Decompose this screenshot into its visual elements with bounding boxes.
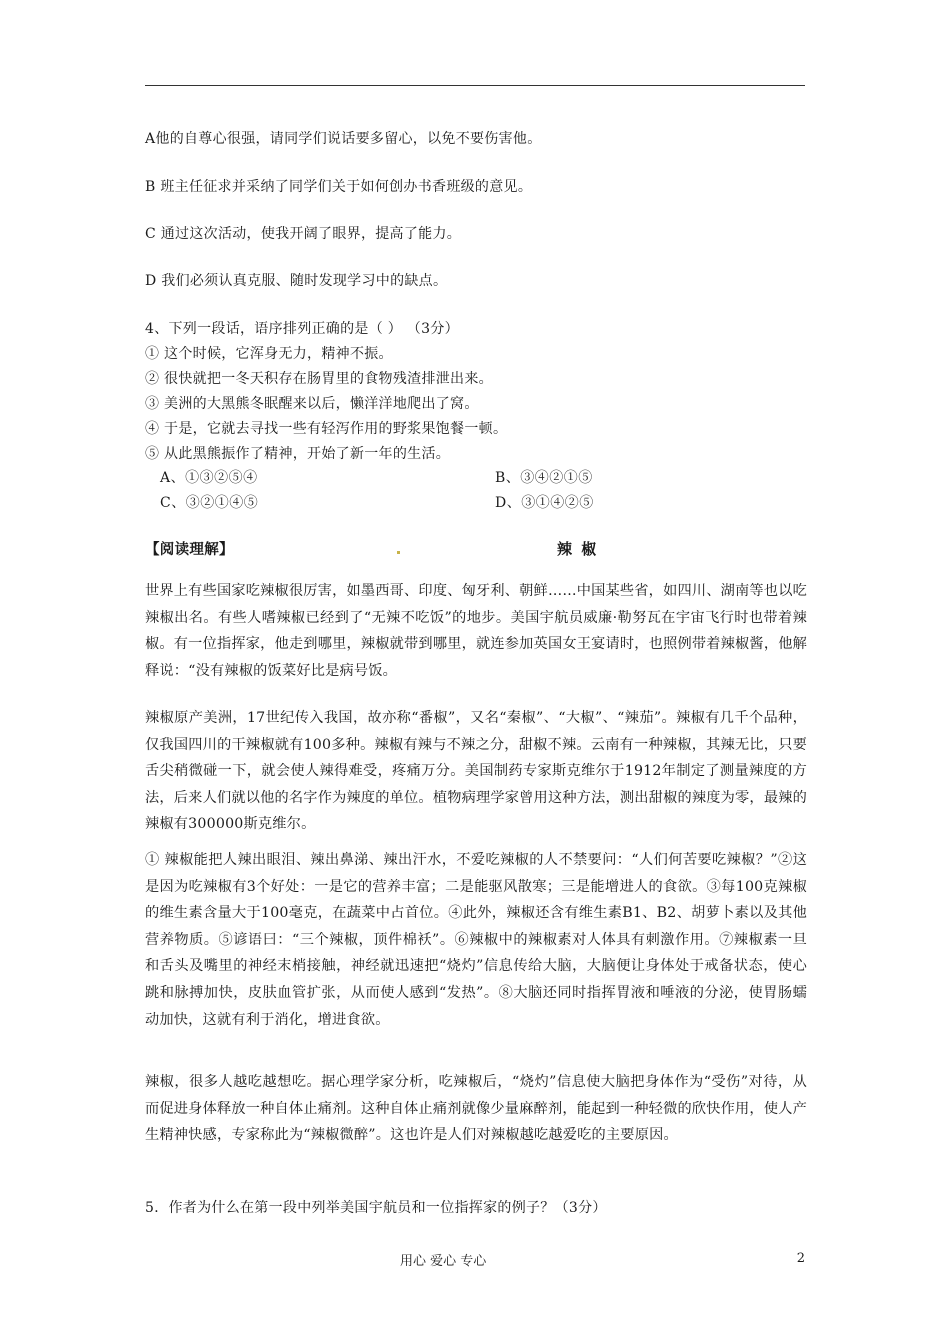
header-rule [145,85,805,86]
option-c: C、③②①④⑤ [160,495,259,511]
option-d: D、③①④②⑤ [495,495,594,511]
sentence-2: ② 很快就把一冬天积存在肠胃里的食物残渣排泄出来。 [145,371,493,387]
decorative-dot [397,551,400,554]
choice-c: C 通过这次活动，使我开阔了眼界，提高了能力。 [145,226,462,242]
paragraph-1: 世界上有些国家吃辣椒很厉害，如墨西哥、印度、匈牙利、朝鲜……中国某些省，如四川、湖南等也以吃辣椒出名。有些人嗜辣椒已经到了“无辣不吃饭”的地步。美国宇航员威廉·勒努瓦在宇宙飞行时也带着辣椒。有一位指挥家，他走到哪里，辣椒就带到哪里，就连参加英国女王宴请时，也照例带着辣椒酱，他解释说：“没有辣椒的饭菜好比是病号饭。 [145,583,807,679]
paragraph-2: 辣椒原产美洲，17世纪传入我国，故亦称“番椒”，又名“秦椒”、“大椒”、“辣茄”。辣椒有几千个品种，仅我国四川的干辣椒就有100多种。辣椒有辣与不辣之分，甜椒不辣。云南有一种辣椒，其辣无比，只要舌尖稍微碰一下，就会使人辣得难受，疼痛万分。美国制药专家斯克维尔于1912年制定了测量辣度的方法，后来人们就以他的名字作为辣度的单位。植物病理学家曾用这种方法，测出甜椒的辣度为零，最辣的辣椒有300000斯克维尔。 [145,710,807,833]
sentence-1: ① 这个时候，它浑身无力，精神不振。 [145,346,393,362]
paragraph-4: 辣椒，很多人越吃越想吃。据心理学家分析，吃辣椒后，“烧灼”信息使大脑把身体作为“受伤”对待，从而促进身体释放一种自体止痛剂。这种自体止痛剂就像少量麻醉剂，能起到一种轻微的欣快作用，使人产生精神快感，专家称此为“辣椒微醉”。这也许是人们对辣椒越吃越爱吃的主要原因。 [145,1074,807,1144]
option-a: A、①③②⑤④ [160,470,258,486]
page-number: 2 [796,1251,805,1266]
paragraph-3: ① 辣椒能把人辣出眼泪、辣出鼻涕、辣出汗水，不爱吃辣椒的人不禁要问：“人们何苦要吃辣椒？”②这是因为吃辣椒有3个好处：一是它的营养丰富；二是能驱风散寒；三是能增进人的食欲。③每100克辣椒的维生素含量大于100毫克，在蔬菜中占首位。④此外，辣椒还含有维生素B1、B2、胡萝卜素以及其他营养物质。⑤谚语曰：“三个辣椒，顶件棉袄”。⑥辣椒中的辣椒素对人体具有刺激作用。⑦辣椒素一旦和舌头及嘴里的神经末梢接触，神经就迅速把“烧灼”信息传给大脑，大脑便让身体处于戒备状态，使心跳和脉搏加快，皮肤血管扩张，从而使人感到“发热”。⑧大脑还同时指挥胃液和唾液的分泌，使胃肠蠕动加快，这就有利于消化，增进食欲。 [145,852,807,1028]
choice-a: A他的自尊心很强，请同学们说话要多留心，以免不要伤害他。 [145,131,542,147]
section-label: 【阅读理解】 [145,541,234,558]
footer-motto: 用心 爱心 专心 [400,1254,487,1269]
choice-d: D 我们必须认真克服、随时发现学习中的缺点。 [145,273,448,289]
article-title: 辣 椒 [557,540,599,558]
sentence-3: ③ 美洲的大黑熊冬眠醒来以后，懒洋洋地爬出了窝。 [145,396,479,412]
sentence-4: ④ 于是，它就去寻找一些有轻泻作用的野浆果饱餐一顿。 [145,421,508,437]
question-5: 5．作者为什么在第一段中列举美国宇航员和一位指挥家的例子？（3分） [145,1200,607,1216]
sentence-5: ⑤ 从此黑熊振作了精神，开始了新一年的生活。 [145,446,451,462]
question-4-stem: 4、下列一段话，语序排列正确的是（ ） （3分） [145,321,459,337]
choice-b: B 班主任征求并采纳了同学们关于如何创办书香班级的意见。 [145,179,533,195]
option-b: B、③④②①⑤ [495,470,593,486]
